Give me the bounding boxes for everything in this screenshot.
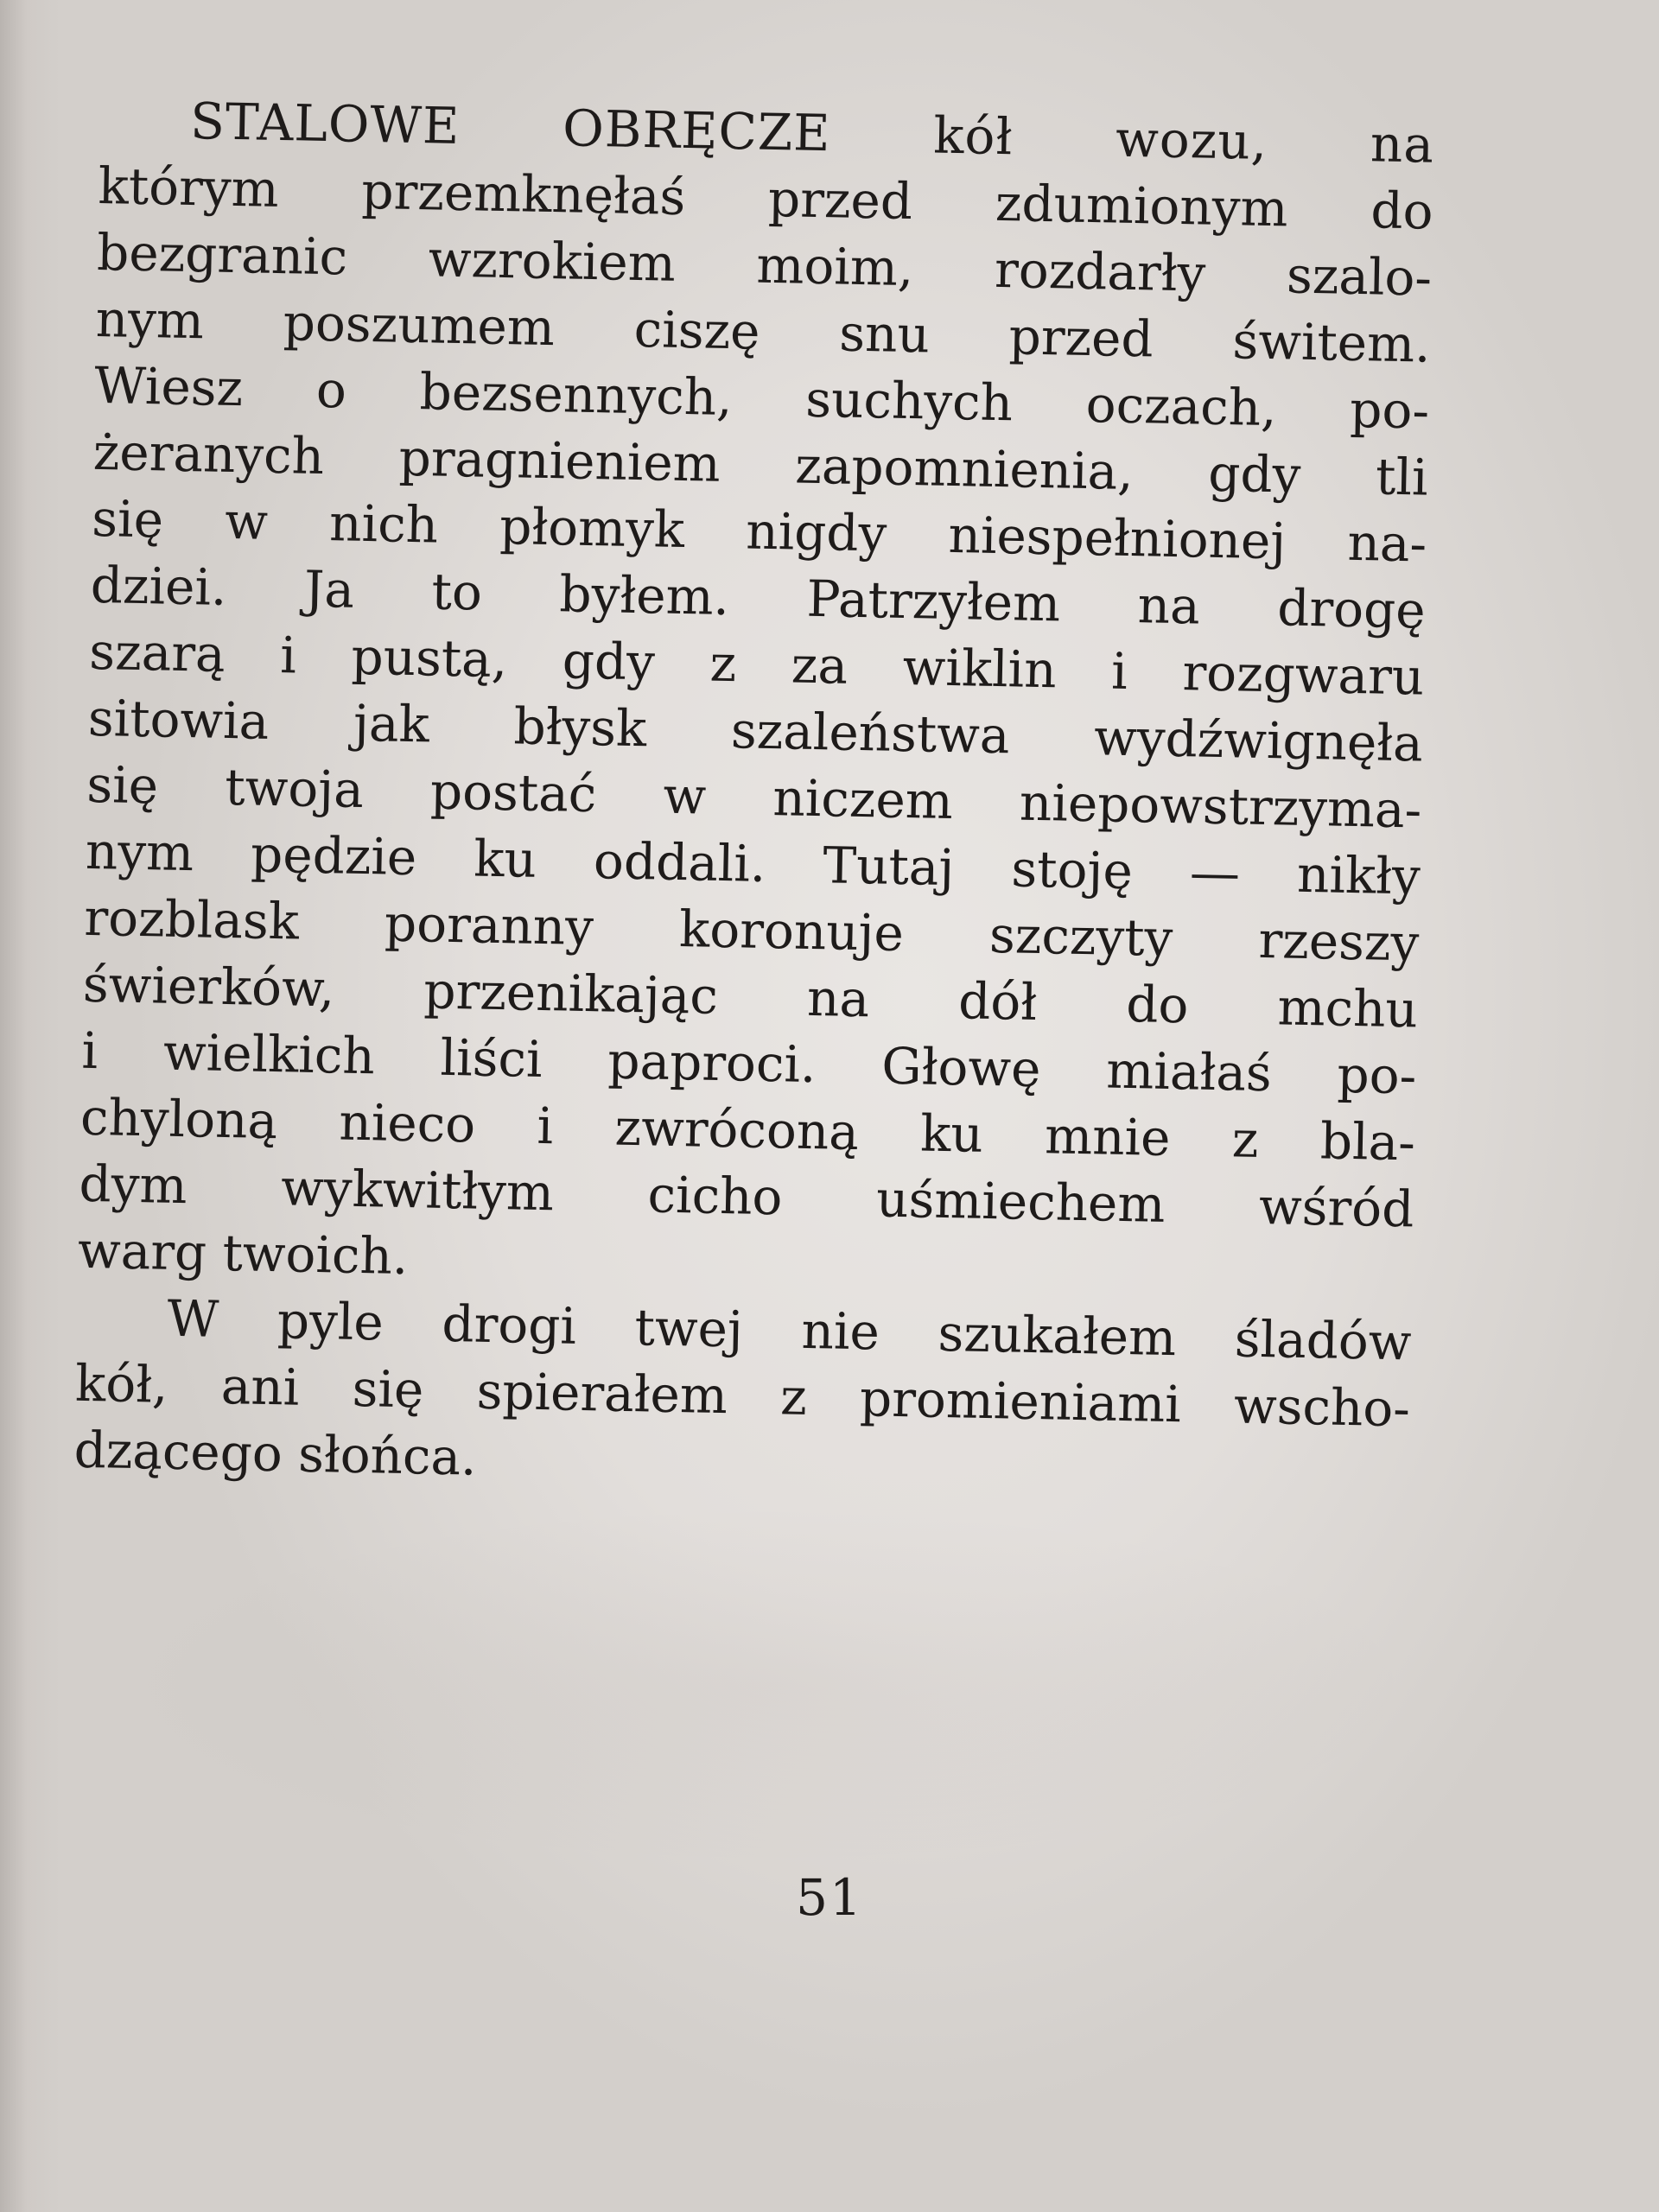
text-line: żeranych pragnieniem zapomnienia, gdy tli <box>92 422 1429 507</box>
text-line: kół, ani się spierałem z promieniami wscho- <box>74 1353 1411 1439</box>
text-line: nym poszumem ciszę snu przed świtem. <box>95 289 1432 374</box>
text-line: dym wykwitłym cicho uśmiechem wśród <box>78 1154 1414 1239</box>
text-line: dzącego słońca. <box>73 1420 478 1487</box>
text-line: i wielkich liści paproci. Głowę miałaś po- <box>80 1020 1417 1106</box>
text-line: się w nich płomyk nigdy niespełnionej na- <box>91 488 1427 574</box>
text-line: rozblask poranny koronuje szczyty rzeszy <box>83 887 1420 973</box>
text-line: chyloną nieco i zwróconą ku mnie z bla- <box>79 1087 1416 1173</box>
text-line: którym przemknęłaś przed zdumionym do <box>98 156 1434 241</box>
text-line: dziei. Ja to byłem. Patrzyłem na drogę <box>90 555 1427 640</box>
text-line: szarą i pustą, gdy z za wiklin i rozgwaru <box>88 621 1425 707</box>
bleed-through-shadow <box>112 1503 1426 1866</box>
text-line: warg twoich. <box>77 1220 409 1287</box>
text-line: Wiesz o bezsennych, suchych oczach, po- <box>93 355 1430 441</box>
text-line: bezgranic wzrokiem moim, rozdarły szalo- <box>96 222 1433 308</box>
text-line: W pyle drogi twej nie szukałem śladów <box>166 1288 1413 1372</box>
text-line: nym pędzie ku oddali. Tutaj stoję — nikły <box>85 821 1421 906</box>
page-number: 51 <box>796 1868 863 1927</box>
text-line: STALOWE OBRĘCZE kół wozu, na <box>189 92 1435 175</box>
text-line: świerków, przenikając na dół do mchu <box>82 954 1419 1039</box>
text-line: się twoja postać w niczem niepowstrzyma- <box>86 754 1422 840</box>
text-line: sitowia jak błysk szaleństwa wydźwignęła <box>87 688 1424 773</box>
body-text <box>73 86 1435 1509</box>
